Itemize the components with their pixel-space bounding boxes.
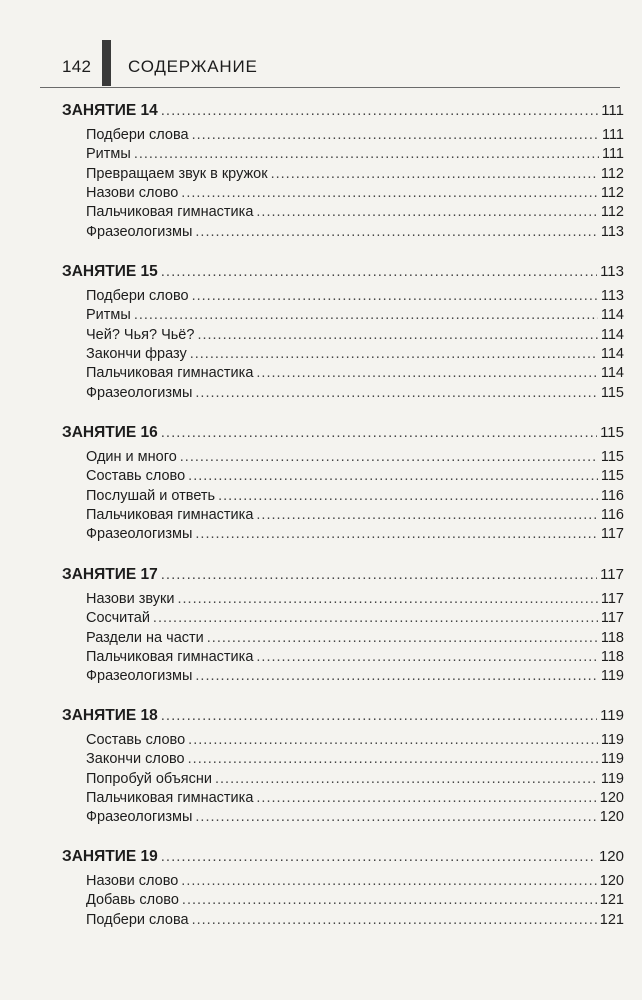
lesson-heading-label: ЗАНЯТИЕ 19 — [62, 848, 158, 865]
toc-entry-label: Пальчиковая гимнастика — [86, 204, 254, 221]
toc-entry-label: Фразеологизмы — [86, 809, 193, 826]
toc-entry-label: Попробуй объясни — [86, 770, 212, 787]
dot-leader — [256, 204, 597, 220]
lesson-heading — [62, 102, 624, 120]
toc-entry — [62, 873, 624, 889]
lesson-heading-page-number: 113 — [600, 263, 624, 280]
header-bar-divider — [102, 40, 111, 86]
toc-entry — [62, 288, 624, 304]
lesson-heading — [62, 707, 624, 725]
toc-entry-label: Закончи фразу — [86, 345, 187, 362]
dot-leader — [161, 263, 597, 280]
lesson-heading-label: ЗАНЯТИЕ 16 — [62, 424, 158, 441]
dot-leader — [161, 424, 597, 441]
toc-entry-page-number: 120 — [599, 809, 624, 826]
dot-leader — [161, 707, 597, 724]
toc-entry — [62, 751, 624, 767]
dot-leader — [192, 288, 598, 304]
toc-entry-page-number: 111 — [601, 146, 624, 163]
toc-entry-page-number: 117 — [600, 591, 624, 607]
toc-entry — [62, 591, 624, 607]
toc-entry — [62, 365, 624, 381]
toc-entry-page-number: 112 — [600, 204, 624, 221]
lesson-heading-label: ЗАНЯТИЕ 15 — [62, 263, 158, 280]
dot-leader — [161, 566, 597, 583]
toc-entry-label: Послушай и ответь — [86, 487, 216, 504]
toc-entry — [62, 912, 624, 928]
toc-entry — [62, 346, 624, 362]
dot-leader — [195, 668, 597, 684]
toc-entry-page-number: 116 — [600, 506, 624, 523]
dot-leader — [195, 526, 597, 542]
toc-entry-label: Подбери слова — [86, 127, 189, 143]
toc-entry — [62, 146, 624, 162]
dot-leader — [207, 630, 598, 646]
toc-entry-label: Добавь слово — [86, 892, 179, 909]
toc-entry-label: Составь слово — [86, 468, 186, 485]
dot-leader — [256, 790, 596, 806]
toc-entry-page-number: 118 — [600, 648, 624, 665]
lesson-heading — [62, 424, 624, 442]
dot-leader — [197, 327, 597, 343]
toc-entry — [62, 507, 624, 523]
toc-entry-label: Превращаем звук в кружок — [86, 165, 268, 182]
toc-entry-page-number: 117 — [600, 526, 624, 543]
header-rule — [40, 87, 620, 88]
toc-entry-page-number: 118 — [600, 629, 624, 646]
toc-entry — [62, 166, 624, 182]
dot-leader — [195, 385, 597, 401]
lesson-heading-label: ЗАНЯТИЕ 14 — [62, 102, 158, 119]
dot-leader — [153, 610, 598, 626]
toc-entry-page-number: 112 — [600, 165, 624, 182]
toc-entry — [62, 449, 624, 465]
toc-entry — [62, 185, 624, 201]
toc-entry-page-number: 119 — [600, 668, 624, 685]
toc-entry-label: Ритмы — [86, 146, 131, 163]
toc-entry — [62, 468, 624, 484]
toc-entry-page-number: 115 — [600, 468, 624, 485]
toc-entry — [62, 732, 624, 748]
toc-entry — [62, 526, 624, 542]
toc-entry — [62, 809, 624, 825]
toc-entry-label: Фразеологизмы — [86, 668, 193, 685]
lesson-heading — [62, 263, 624, 281]
lesson-heading-label: ЗАНЯТИЕ 17 — [62, 566, 158, 583]
dot-leader — [195, 809, 596, 825]
toc-entry — [62, 488, 624, 504]
toc-entry-page-number: 111 — [601, 127, 624, 143]
toc-entry-label: Назови слово — [86, 873, 179, 889]
dot-leader — [215, 771, 598, 787]
toc-entry-label: Пальчиковая гимнастика — [86, 365, 254, 382]
dot-leader — [134, 146, 599, 162]
toc-entry-page-number: 114 — [600, 307, 624, 324]
dot-leader — [134, 307, 598, 323]
toc-entry-page-number: 119 — [600, 770, 624, 787]
toc-entry-page-number: 116 — [600, 487, 624, 504]
dot-leader — [192, 127, 599, 143]
toc-entry-label: Пальчиковая гимнастика — [86, 648, 254, 665]
toc-entry-label: Пальчиковая гимнастика — [86, 789, 254, 806]
toc-entry — [62, 224, 624, 240]
toc-entry-page-number: 117 — [600, 610, 624, 627]
toc-entry-page-number: 119 — [600, 751, 624, 768]
toc-entry-label: Закончи слово — [86, 751, 185, 768]
toc-entry — [62, 771, 624, 787]
dot-leader — [218, 488, 598, 504]
toc-entry-page-number: 115 — [600, 384, 624, 401]
dot-leader — [256, 365, 597, 381]
toc-entry — [62, 892, 624, 908]
lesson-heading — [62, 566, 624, 584]
dot-leader — [181, 873, 597, 889]
dot-leader — [256, 649, 597, 665]
toc-entry — [62, 204, 624, 220]
page-number: 142 — [62, 57, 92, 76]
dot-leader — [161, 102, 598, 119]
toc-entry-label: Подбери слово — [86, 288, 189, 304]
dot-leader — [180, 449, 598, 465]
dot-leader — [271, 166, 598, 182]
lesson-heading — [62, 848, 624, 866]
lesson-heading-page-number: 119 — [600, 707, 624, 724]
toc-entry-page-number: 113 — [600, 288, 624, 304]
toc-entry-page-number: 120 — [599, 789, 624, 806]
toc-entry-label: Фразеологизмы — [86, 526, 193, 543]
toc-entry — [62, 630, 624, 646]
dot-leader — [188, 732, 598, 748]
dot-leader — [192, 912, 597, 928]
toc-entry-page-number: 114 — [600, 326, 624, 343]
toc-entry-label: Раздели на части — [86, 629, 204, 646]
toc-entry-label: Сосчитай — [86, 610, 150, 627]
toc-entry-label: Один и много — [86, 449, 177, 465]
toc-entry-page-number: 120 — [599, 873, 624, 889]
toc-entry-label: Фразеологизмы — [86, 384, 193, 401]
lesson-heading-page-number: 111 — [601, 102, 624, 119]
toc-entry-page-number: 114 — [600, 345, 624, 362]
toc-entry-page-number: 112 — [600, 184, 624, 201]
toc-entry — [62, 307, 624, 323]
lesson-heading-page-number: 120 — [598, 848, 624, 865]
toc-entry-label: Назови слово — [86, 184, 179, 201]
toc-entry-page-number: 115 — [600, 449, 624, 465]
toc-entry-page-number: 119 — [600, 732, 624, 748]
toc-entry-label: Фразеологизмы — [86, 223, 193, 240]
toc-entry-label: Подбери слова — [86, 911, 189, 928]
toc-entry — [62, 649, 624, 665]
dot-leader — [181, 185, 598, 201]
toc-entry-page-number: 113 — [600, 223, 624, 240]
toc-entry-label: Чей? Чья? Чьё? — [86, 326, 195, 343]
toc-entry-label: Составь слово — [86, 732, 186, 748]
toc-entry — [62, 327, 624, 343]
toc-entry-label: Ритмы — [86, 307, 131, 324]
toc-entry — [62, 610, 624, 626]
lesson-heading-label: ЗАНЯТИЕ 18 — [62, 707, 158, 724]
toc-entry — [62, 790, 624, 806]
dot-leader — [182, 892, 597, 908]
toc-entry — [62, 385, 624, 401]
lesson-heading-page-number: 115 — [600, 424, 624, 441]
dot-leader — [256, 507, 597, 523]
dot-leader — [188, 751, 598, 767]
section-title: СОДЕРЖАНИЕ — [128, 57, 258, 76]
dot-leader — [195, 224, 597, 240]
dot-leader — [161, 848, 596, 865]
toc-entry-page-number: 114 — [600, 365, 624, 382]
dot-leader — [190, 346, 598, 362]
toc-entry-page-number: 121 — [599, 911, 624, 928]
toc-entry — [62, 668, 624, 684]
toc-entry-label: Пальчиковая гимнастика — [86, 506, 254, 523]
toc-entry-page-number: 121 — [599, 892, 624, 909]
page-header — [0, 0, 642, 88]
toc-entry-label: Назови звуки — [86, 591, 175, 607]
lesson-heading-page-number: 117 — [600, 566, 624, 583]
dot-leader — [188, 468, 598, 484]
dot-leader — [177, 591, 597, 607]
toc-entry — [62, 127, 624, 143]
